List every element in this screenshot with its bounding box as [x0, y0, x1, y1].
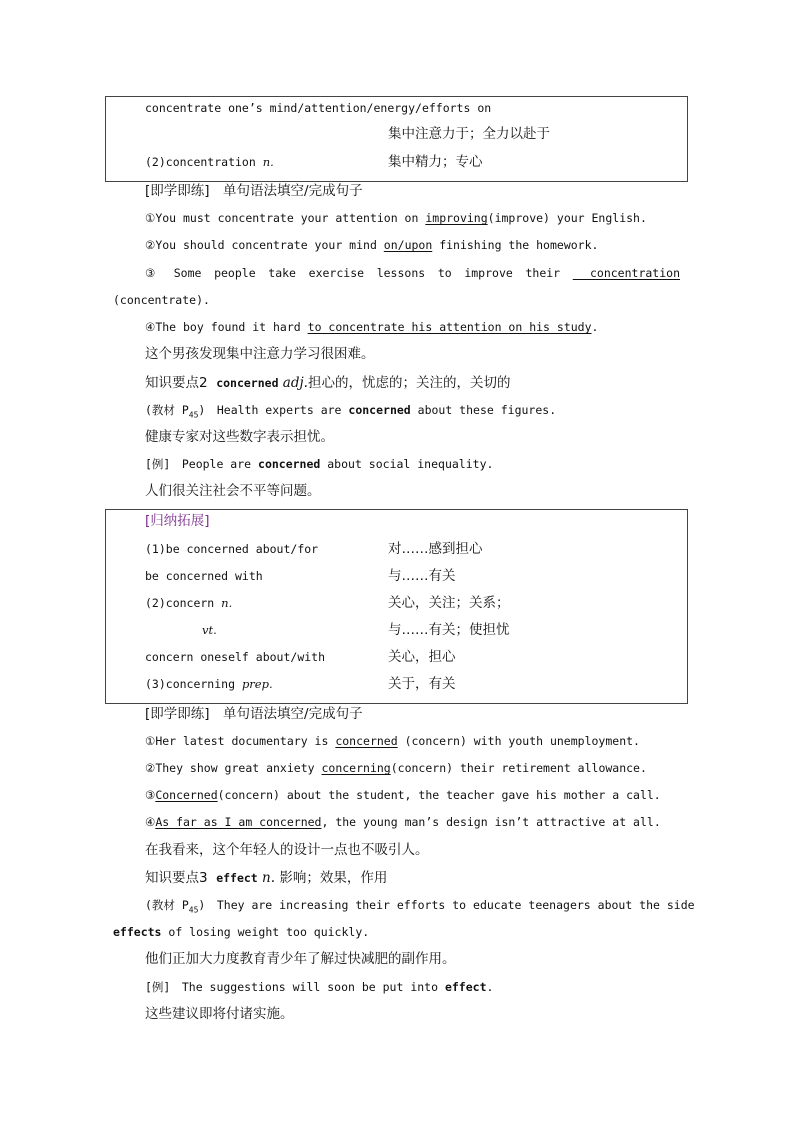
exercise-item: ④The boy found it hard to concentrate his attention on his study. [145, 320, 599, 334]
exercise-item: ②They show great anxiety concerning(concern) their retirement allowance. [145, 761, 647, 775]
exercise-item: ④As far as I am concerned, the young man’s design isn’t attractive at all. [145, 815, 661, 829]
summary-row-en: be concerned with [145, 569, 263, 583]
exercise-item: ②You should concentrate your mind on/upon finishing the homework. [145, 238, 599, 252]
summary-row-cn: 关心，担心 [388, 649, 456, 665]
summary-row-cn: 与……有关 [388, 568, 456, 584]
example-sentence: [例] People are concerned about social inequality. [145, 457, 494, 471]
summary-heading: [归纳拓展] [145, 513, 210, 529]
exercise-item: ①You must concentrate your attention on improving(improve) your English. [145, 211, 647, 225]
textbook-translation: 他们正加大力度教育青少年了解过快减肥的副作用。 [145, 951, 456, 967]
answer: As far as I am concerned [155, 815, 322, 829]
example-translation: 人们很关注社会不平等问题。 [145, 483, 321, 499]
answer: concerned [335, 734, 398, 748]
translation: 在我看来，这个年轻人的设计一点也不吸引人。 [145, 842, 429, 858]
phrase-concentrate-on: concentrate one’s mind/attention/energy/efforts on [145, 101, 492, 115]
knowledge-point-2: 知识要点2 concerned adj.担心的，忧虑的；关注的，关切的 [145, 375, 511, 391]
exercise-item: ①Her latest documentary is concerned (concern) with youth unemployment. [145, 734, 640, 748]
translation: 这个男孩发现集中注意力学习很困难。 [145, 346, 375, 362]
summary-row-cn: 对……感到担心 [388, 541, 483, 557]
phrase-concentration-meaning: 集中精力；专心 [388, 154, 483, 170]
exercise-item: ③ Some people take exercise lessons to improve their concentration [145, 266, 680, 280]
summary-row-en: vt. [202, 623, 217, 637]
answer: Concerned [155, 788, 218, 802]
answer: to concentrate his attention on his study [307, 320, 592, 334]
textbook-translation: 健康专家对这些数字表示担忧。 [145, 429, 334, 445]
textbook-quote: (教材 $P_{45}$) Health experts are concerned about these figures. [145, 403, 557, 420]
summary-row-en: (2)concern n. [145, 596, 233, 610]
answer: concentration [572, 266, 680, 280]
exercise-item: ③Concerned(concern) about the student, the teacher gave his mother a call. [145, 788, 661, 802]
answer: on/upon [383, 238, 433, 252]
exercise-item-continued: (concentrate). [113, 293, 210, 307]
answer: concerning [321, 761, 391, 775]
summary-row-en: (1)be concerned about/for [145, 542, 319, 556]
example-sentence: [例] The suggestions will soon be put into effect. [145, 980, 494, 994]
phrase-concentrate-on-meaning: 集中注意力于；全力以赴于 [388, 126, 550, 142]
example-translation: 这些建议即将付诸实施。 [145, 1006, 294, 1022]
summary-row-cn: 关于，有关 [388, 676, 456, 692]
textbook-quote: (教材 $P_{45}$) They are increasing their efforts to educate teenagers about the side [145, 898, 695, 915]
answer: improving [425, 211, 488, 225]
summary-row-en: concern oneself about/with [145, 650, 326, 664]
practice-heading: [即学即练] 单句语法填空/完成句子 [145, 706, 363, 722]
phrase-concentration: (2)concentration n. [145, 155, 274, 169]
knowledge-point-3: 知识要点3 effect n. 影响；效果，作用 [145, 870, 388, 886]
practice-heading: [即学即练] 单句语法填空/完成句子 [145, 183, 363, 199]
summary-row-en: (3)concerning prep. [145, 677, 273, 691]
summary-row-cn: 与……有关；使担忧 [388, 622, 510, 638]
summary-row-cn: 关心，关注；关系； [388, 595, 510, 611]
textbook-quote-continued: effects of losing weight too quickly. [113, 925, 370, 939]
